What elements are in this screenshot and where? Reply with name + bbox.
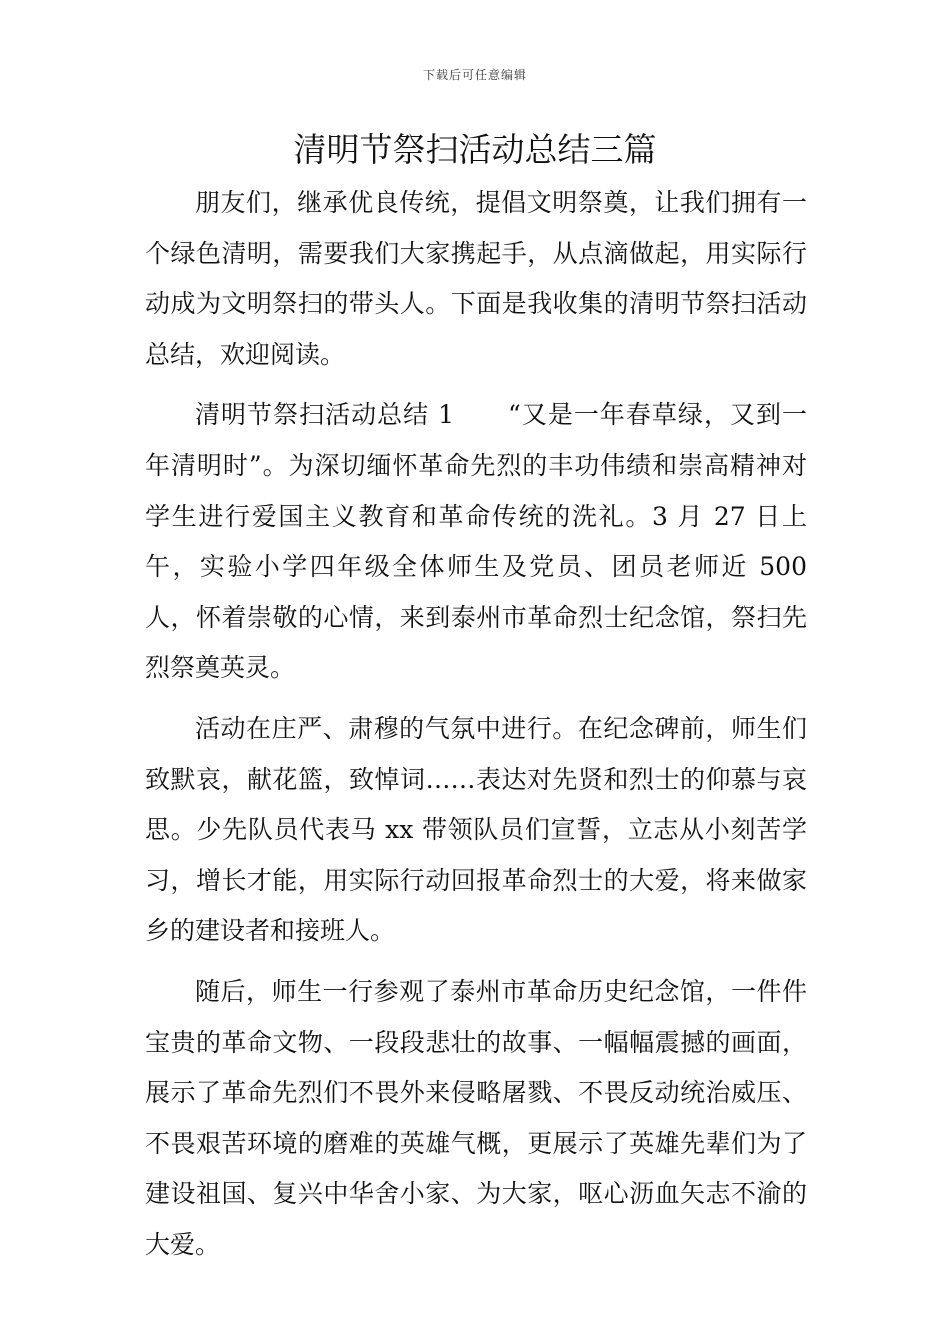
intro-paragraph: 朋友们，继承优良传统，提倡文明祭奠，让我们拥有一个绿色清明，需要我们大家携起手，从点滴做起，用实际行动成为文明祭扫的带头人。下面是我收集的清明节祭扫活动总结，欢迎阅读。 [145, 188, 807, 369]
page-header-note: 下载后可任意编辑 [422, 68, 527, 82]
activity-paragraph: 活动在庄严、肃穆的气氛中进行。在纪念碑前，师生们致默哀，献花篮，致悼词……表达对先贤和烈士的仰慕与哀思。少先队员代表马 xx 带领队员们宣誓，立志从小刻苦学习，增长才能，用实际行动回报革命烈士的大爱，将来做家乡的建设者和接班人。 [145, 713, 807, 946]
summary-1-heading: 清明节祭扫活动总结 1 [195, 400, 455, 430]
visit-paragraph: 随后，师生一行参观了泰州市革命历史纪念馆，一件件宝贵的革命文物、一段段悲壮的故事、一幅幅震撼的画面，展示了革命先烈们不畏外来侵略屠戮、不畏反动统治威压、不畏艰苦环境的磨难的英雄气概，更展示了英雄先辈们为了建设祖国、复兴中华舍小家、为大家，呕心沥血矢志不渝的大爱。 [145, 976, 807, 1259]
summary-1-paragraph [145, 390, 807, 694]
document-body [145, 178, 807, 1270]
document-title: 清明节祭扫活动总结三篇 [293, 130, 657, 169]
summary-1-text: “又是一年春草绿，又到一年清明时”。为深切缅怀革命先烈的丰功伟绩和崇高精神对学生进行爱国主义教育和革命传统的洗礼。3 月 27 日上午，实验小学四年级全体师生及党员、团员老师近 500 人，怀着崇敬的心情，来到泰州市革命烈士纪念馆，祭扫先烈祭奠英灵。 [145, 400, 807, 683]
